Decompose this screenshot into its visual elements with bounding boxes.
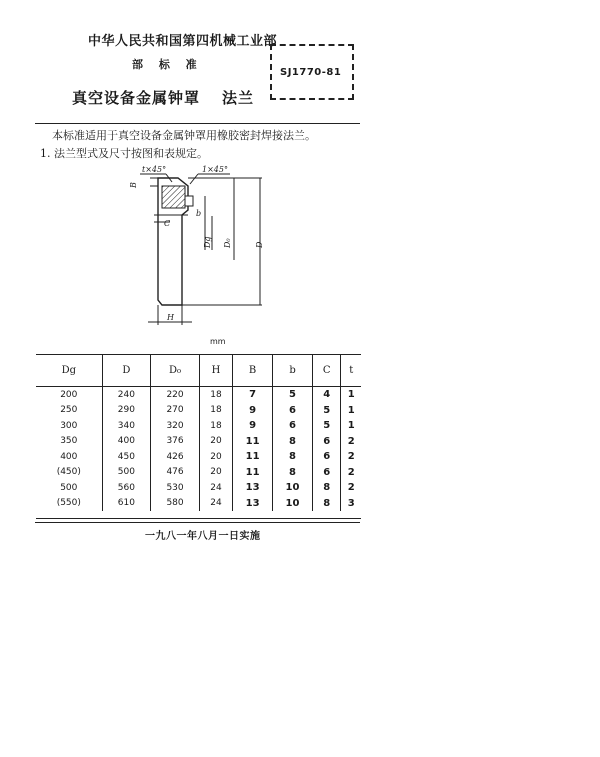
cell-D: 560: [102, 480, 151, 496]
label-B: B: [129, 182, 138, 188]
dimension-table: [36, 354, 361, 511]
header-B: B: [233, 354, 273, 387]
table-header-row: [36, 354, 361, 387]
table-unit: mm: [210, 337, 226, 346]
section-1-paragraph: 1. 法兰型式及尺寸按图和表规定。: [40, 147, 208, 160]
cell-Dg: 300: [36, 418, 102, 434]
header-t: t: [341, 354, 361, 387]
cell-Dg: (550): [36, 496, 102, 512]
cell-t: 1: [347, 404, 355, 416]
table-row: [36, 465, 361, 481]
cell-t: 2: [347, 466, 355, 478]
cell-D0: 530: [151, 480, 200, 496]
cell-D0: 270: [151, 403, 200, 419]
cell-b: 6: [273, 418, 313, 434]
cell-B: 11: [233, 465, 273, 481]
cell-b: 8: [273, 449, 313, 465]
cell-D: 240: [102, 387, 151, 403]
scope-paragraph: 本标准适用于真空设备金属钟罩用橡胶密封焊接法兰。: [52, 129, 316, 142]
cell-b: 10: [273, 496, 313, 512]
cell-Dg: 400: [36, 449, 102, 465]
header-D: D: [102, 354, 151, 387]
cell-t: 2: [347, 451, 355, 463]
cell-C: 6: [312, 449, 341, 465]
label-b: b: [196, 209, 202, 218]
cell-D: 290: [102, 403, 151, 419]
cell-C: 6: [312, 465, 341, 481]
table-row: [36, 387, 361, 403]
header-D0: D₀: [151, 354, 200, 387]
cell-H: 18: [199, 418, 232, 434]
cell-D: 500: [102, 465, 151, 481]
document-title: [72, 87, 254, 108]
cell-H: 20: [199, 434, 232, 450]
label-D: D: [255, 241, 264, 248]
header-b: b: [273, 354, 313, 387]
cell-D0: 320: [151, 418, 200, 434]
cell-Dg: 500: [36, 480, 102, 496]
cell-H: 20: [199, 449, 232, 465]
cell-t: 1: [347, 389, 355, 401]
cell-B: 13: [233, 480, 273, 496]
header-C: C: [312, 354, 341, 387]
header-divider: [35, 123, 360, 124]
cell-t: 2: [347, 482, 355, 494]
cell-b: 8: [273, 434, 313, 450]
cell-t: 1: [347, 420, 355, 432]
cell-C: 8: [312, 496, 341, 512]
cell-D0: 476: [151, 465, 200, 481]
table-row: [36, 496, 361, 512]
cell-B: 13: [233, 496, 273, 512]
header-Dg: Dg: [36, 354, 102, 387]
cell-b: 5: [273, 387, 313, 403]
cell-C: 5: [312, 418, 341, 434]
cell-D: 610: [102, 496, 151, 512]
cell-B: 11: [233, 449, 273, 465]
implementation-date: 一九八一年八月一日实施: [145, 531, 261, 542]
cell-C: 5: [312, 403, 341, 419]
cell-B: 7: [233, 387, 273, 403]
title-main: 真空设备金属钟罩: [72, 89, 201, 107]
standard-number: SJ1770-81: [280, 67, 342, 78]
cell-H: 18: [199, 387, 232, 403]
cell-H: 24: [199, 496, 232, 512]
table-row: [36, 434, 361, 450]
cell-B: 9: [233, 403, 273, 419]
footer-divider: [35, 522, 360, 523]
title-sub: 法兰: [222, 89, 255, 107]
cell-D: 340: [102, 418, 151, 434]
label-chamfer-t: t×45°: [142, 165, 167, 174]
cell-D0: 580: [151, 496, 200, 512]
cell-C: 6: [312, 434, 341, 450]
cell-H: 20: [199, 465, 232, 481]
table-row: [36, 418, 361, 434]
cell-Dg: 200: [36, 387, 102, 403]
table-row: [36, 449, 361, 465]
cell-D0: 220: [151, 387, 200, 403]
cell-B: 9: [233, 418, 273, 434]
label-D0: D₀: [223, 238, 232, 248]
cell-B: 11: [233, 434, 273, 450]
cell-b: 8: [273, 465, 313, 481]
cell-b: 10: [273, 480, 313, 496]
cell-C: 4: [312, 387, 341, 403]
table-row: [36, 480, 361, 496]
cell-H: 18: [199, 403, 232, 419]
table-row: [36, 403, 361, 419]
cell-Dg: 250: [36, 403, 102, 419]
label-chamfer-1: 1×45°: [202, 165, 228, 174]
cell-D0: 376: [151, 434, 200, 450]
flange-drawing: [110, 160, 280, 335]
department-standard-label: 部 标 准: [132, 58, 203, 71]
label-H: H: [167, 313, 174, 322]
ministry-name: 中华人民共和国第四机械工业部: [88, 34, 278, 49]
standard-number-box: [270, 44, 354, 100]
cell-C: 8: [312, 480, 341, 496]
cell-t: 3: [347, 497, 355, 509]
cell-D: 450: [102, 449, 151, 465]
label-C: C: [164, 219, 171, 228]
cell-b: 6: [273, 403, 313, 419]
cell-H: 24: [199, 480, 232, 496]
label-Dg: Dg: [203, 236, 212, 248]
cell-t: 2: [347, 435, 355, 447]
header-H: H: [199, 354, 232, 387]
cell-D0: 426: [151, 449, 200, 465]
cell-D: 400: [102, 434, 151, 450]
cell-Dg: (450): [36, 465, 102, 481]
cell-Dg: 350: [36, 434, 102, 450]
